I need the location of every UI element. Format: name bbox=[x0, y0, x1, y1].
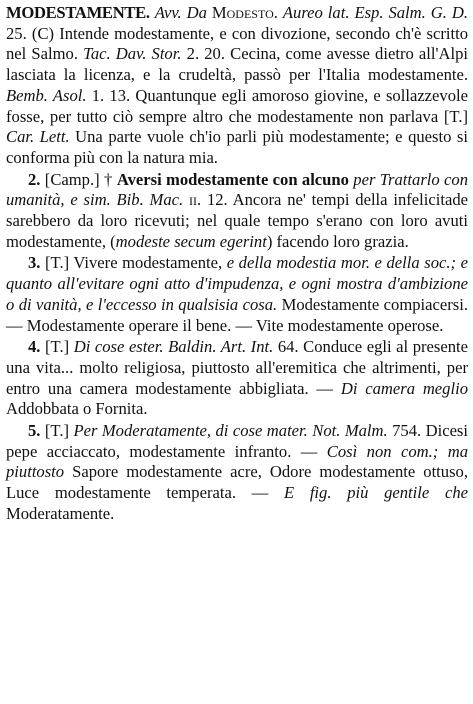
entry-paragraph-4 bbox=[6, 337, 468, 420]
citation-text: ) facendo loro grazia. bbox=[266, 231, 409, 251]
entry-paragraph-5 bbox=[6, 421, 468, 525]
citation-source: Aureo lat. Esp. Salm. G. D. bbox=[282, 3, 469, 22]
definition: per Trattarlo con umanità, e sim. Bib. Mac. bbox=[6, 169, 468, 210]
text-span: [T.] Vivere modestamente, bbox=[40, 253, 227, 273]
entry-paragraph-1 bbox=[6, 3, 468, 169]
text-span: [T.] bbox=[40, 337, 74, 357]
definition: Di cose ester. Baldin. Art. Int. bbox=[73, 337, 274, 357]
example-text: Modestamente compiacersi. — Modestamente operare il bene. — Vite modestamente operose. bbox=[6, 294, 468, 335]
definition: Per Moderatamente, di cose mater. Not. Malm. bbox=[73, 421, 388, 441]
citation-text: 2. 20. Cecina, come avesse dietro all'Alpi lasciata la licenza, e la crudeltà, passò per l'Italia modestamente. bbox=[6, 44, 468, 85]
definition: Di camera meglio bbox=[340, 378, 468, 398]
citation-source: Tac. Dav. Stor. bbox=[83, 44, 182, 64]
latin-gloss: modeste secum egerint bbox=[115, 231, 267, 251]
citation-text: 1. 13. Quantunque egli amoroso giovine, e sollazzevole fosse, per tutto ciò sempre altro che modestamente non parlava [T.] bbox=[6, 85, 468, 126]
entry-paragraph-3 bbox=[6, 253, 468, 336]
citation-text: . 12. Ancora ne' tempi della infelicitade sarebbero da loro ricevuti; nel quale tempo s'erano con loro avuti modestamente, ( bbox=[6, 190, 468, 251]
citation-text: 25. (C) Intende modestamente, e con divozione, secondo ch'è scritto nel Salmo. bbox=[6, 23, 468, 64]
sense-number: 5. bbox=[28, 421, 41, 441]
citation-text: 64. Conduce egli al presente una vita... molto religiosa, piuttosto all'eremitica che altrimenti, per entro una camera modestamente abbigliata. — bbox=[6, 337, 468, 398]
example-text: Sapore modestamente acre, Odore modestamente ottuso, Luce modestamente temperata. — bbox=[6, 462, 468, 503]
headword: MODESTAMENTE. bbox=[6, 3, 150, 22]
text-span: [Camp.] † bbox=[40, 169, 117, 189]
citation-source: Car. Lett. bbox=[6, 127, 70, 147]
example-text: Moderatamente. bbox=[6, 503, 115, 523]
sense-number: 4. bbox=[28, 337, 41, 357]
etymology-prefix: Da bbox=[186, 3, 207, 22]
citation-text: Una parte vuole ch'io parli più modestamente; e questo si conforma più con la natura mia. bbox=[6, 127, 468, 167]
text-span: . bbox=[273, 3, 283, 22]
sense-number: 2. bbox=[28, 169, 41, 189]
roman-numeral: ii bbox=[188, 190, 197, 210]
example-text: Addobbata o Fornita. bbox=[6, 399, 148, 419]
text-span: [T.] bbox=[40, 421, 74, 441]
entry-paragraph-2 bbox=[6, 170, 468, 253]
etymology-root: Modesto bbox=[211, 3, 274, 22]
sense-number: 3. bbox=[28, 253, 41, 273]
part-of-speech: Avv. bbox=[154, 3, 182, 22]
definition: Così non com.; ma piuttosto bbox=[6, 441, 468, 482]
phrase: Aversi modestamente con alcuno bbox=[116, 169, 349, 189]
definition: E fig. più gentile che bbox=[283, 483, 468, 503]
definition: e della modestia mor. e della soc.; e quanto all'evitare ogni atto d'impudenza, e ogni mostra d'ambizione o di vanità, e l'eccesso in qualsisia cosa. bbox=[6, 253, 468, 314]
citation-source: Bemb. Asol. bbox=[6, 85, 87, 105]
citation-text: 754. Dicesi pepe acciaccato, modestamente infranto. — bbox=[6, 421, 469, 461]
